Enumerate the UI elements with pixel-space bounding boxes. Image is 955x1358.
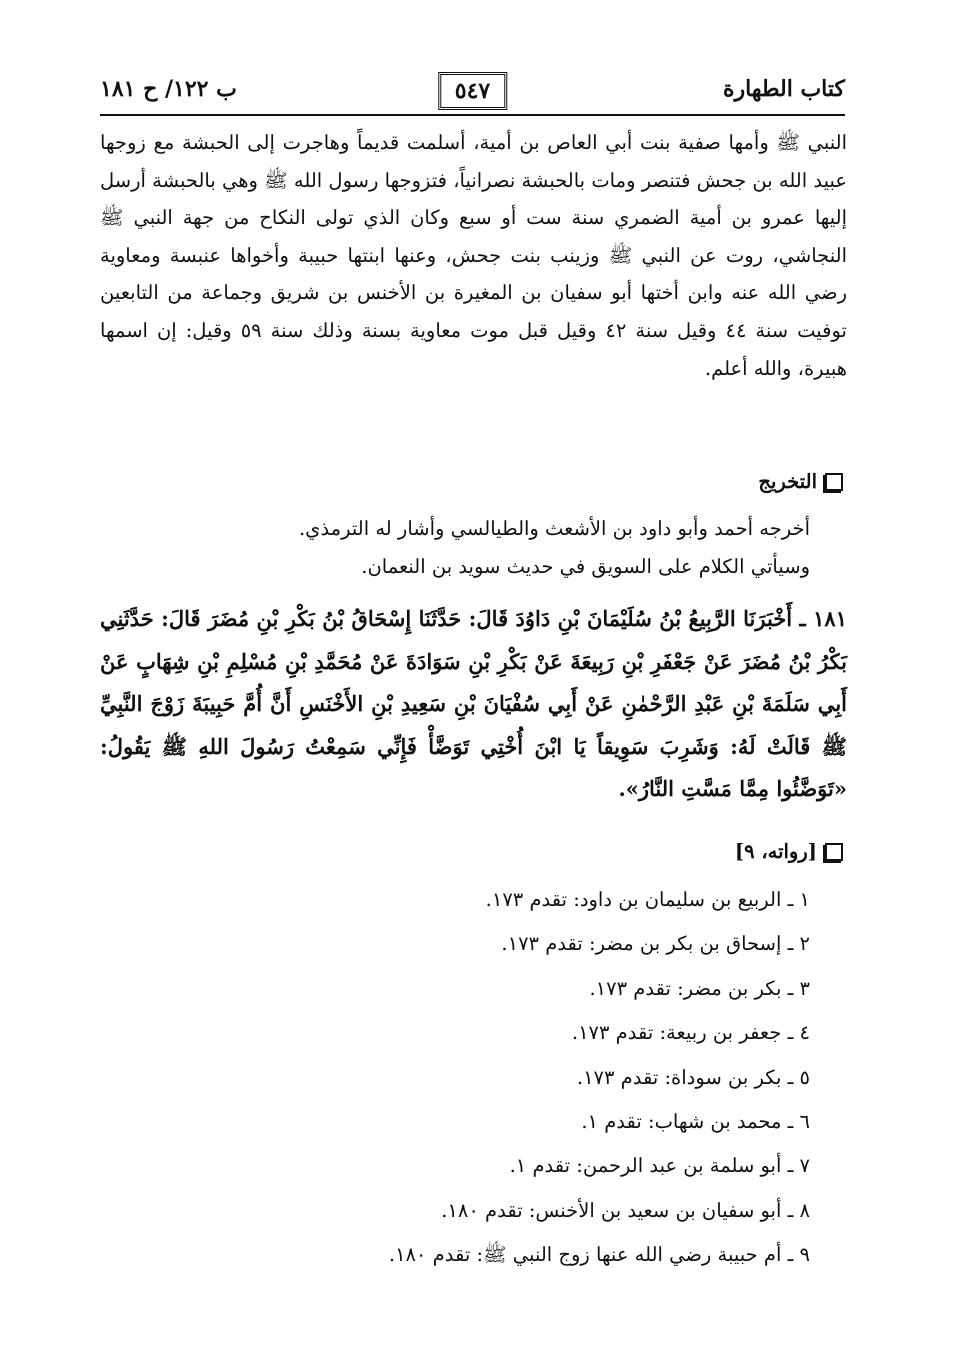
takhrij-line: وسيأتي الكلام على السويق في حديث سويد بن النعمان.: [361, 555, 810, 578]
takhrij-line: أخرجه أحمد وأبو داود بن الأشعث والطيالسي وأشار له الترمذي.: [298, 517, 810, 540]
biography-paragraph: النبي ﷺ وأمها صفية بنت أبي العاص بن أمية، أسلمت قديماً وهاجرت إلى الحبشة مع زوجها عبيد الله بن جحش فتنصر ومات بالحبشة نصرانياً، فتزوجها رسول الله ﷺ وهي بالحبشة أرسل إليها عمرو بن أمية الضمري سنة ست أو سبع وكان الذي تولى النكاح من جهة النبي ﷺ النجاشي، روت عن النبي ﷺ وزينب بنت جحش، وعنها ابنتها حبيبة وأخواها عنبسة ومعاوية رضي الله عنه وابن أختها أبو سفيان بن المغيرة بن الأخنس بن شريق وجماعة من التابعين توفيت سنة ٤٤ وقيل سنة ٤٢ وقيل قبل موت معاوية بسنة وذلك سنة ٥٩ وقيل: إن اسمها هبيرة، والله أعلم.: [100, 131, 847, 380]
takhrij-section: [100, 510, 810, 586]
book-title: كتاب الطهارة: [722, 76, 845, 102]
checkbox-square-icon: [825, 843, 843, 861]
page-number: ٥٤٧: [438, 72, 507, 110]
narrator-item: ٢ ـ إسحاق بن بكر بن مضر: تقدم ١٧٣.: [501, 932, 810, 956]
chapter-reference: ب ١٢٢/ ح ١٨١: [100, 76, 237, 102]
narrators-heading-label: [رواته، ٩]: [734, 840, 817, 863]
narrator-item: ٤ ـ جعفر بن ربيعة: تقدم ١٧٣.: [571, 1021, 810, 1045]
narrator-item: ١ ـ الربيع بن سليمان بن داود: تقدم ١٧٣.: [485, 888, 810, 911]
takhrij-heading-label: التخريج: [758, 470, 817, 493]
hadith-text: ١٨١ ـ أَخْبَرَنَا الرَّبِيعُ بْنُ سُلَيْمَانَ بْنِ دَاوُدَ قَالَ: حَدَّثَنَا إِسْحَاقُ بْنُ بَكْرِ بْنِ مُضَرَ قَالَ: حَدَّثَنِي بَكْرُ بْنُ مُضَرَ عَنْ جَعْفَرِ بْنِ رَبِيعَةَ عَنْ بَكْرِ بْنِ سَوَادَةَ عَنْ مُحَمَّدِ بْنِ مُسْلِمِ بْنِ شِهَابٍ عَنْ أَبِي سَلَمَةَ بْنِ عَبْدِ الرَّحْمٰنِ عَنْ أَبِي سُفْيَانَ بْنِ سَعِيدِ بْنِ الأَخْنَسِ أَنَّ أُمَّ حَبِيبَةَ زَوْجَ النَّبِيِّ ﷺ قَالَتْ لَهُ: وَشَرِبَ سَوِيقاً يَا ابْنَ أُخْتِي تَوَضَّأْ فَإِنِّي سَمِعْتُ رَسُولَ اللهِ ﷺ يَقُولُ: «تَوَضَّئُوا مِمَّا مَسَّتِ النَّارُ».: [100, 606, 847, 801]
narrator-item: ٥ ـ بكر بن سوداة: تقدم ١٧٣.: [576, 1065, 810, 1089]
narrators-heading: [735, 840, 843, 863]
narrator-item: ٦ ـ محمد بن شهاب: تقدم ١.: [581, 1109, 810, 1133]
header-divider: [100, 114, 845, 116]
narrator-item: ٨ ـ أبو سفيان بن سعيد بن الأخنس: تقدم ١٨٠.: [441, 1198, 810, 1222]
narrator-item: ٣ ـ بكر بن مضر: تقدم ١٧٣.: [589, 976, 810, 1000]
page-header: [100, 72, 845, 112]
narrators-list: [250, 878, 810, 1278]
checkbox-square-icon: [825, 473, 843, 491]
narrator-item: ٧ ـ أبو سلمة بن عبد الرحمن: تقدم ١.: [509, 1154, 810, 1178]
narrator-item: ٩ ـ أم حبيبة رضي الله عنها زوج النبي ﷺ: تقدم ١٨٠.: [388, 1243, 810, 1267]
takhrij-heading: [758, 470, 843, 493]
